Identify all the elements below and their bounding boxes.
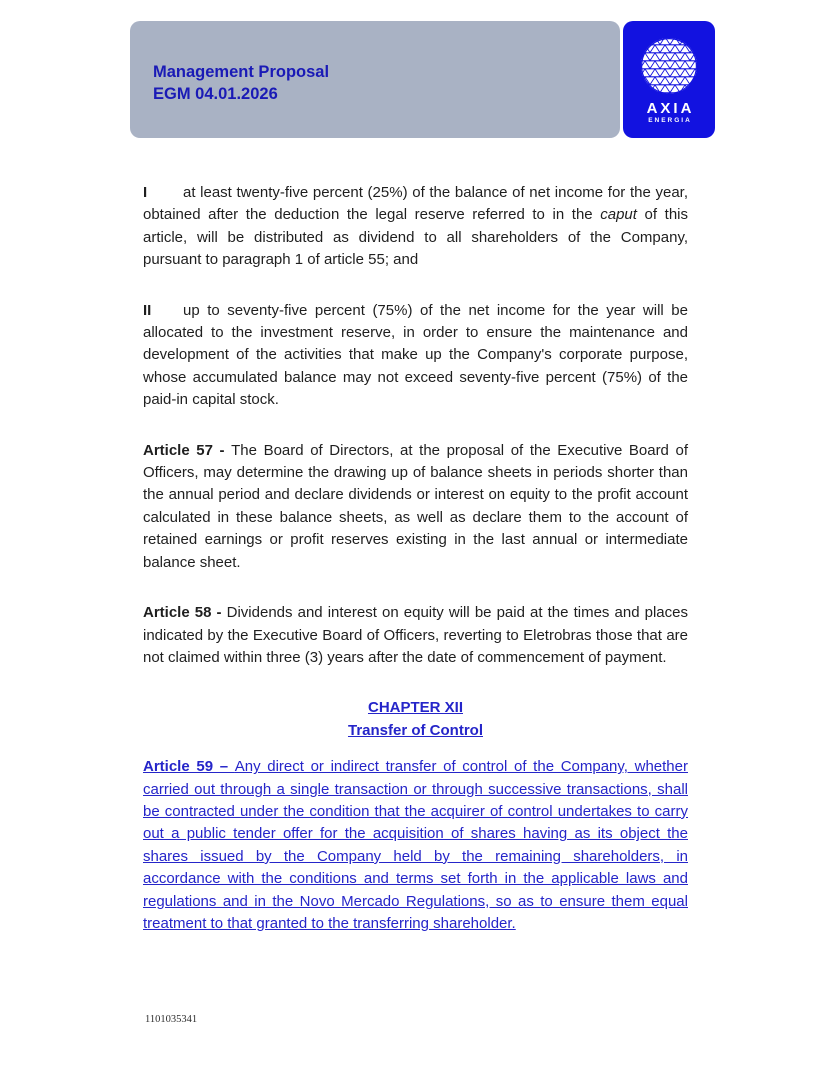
logo-subtitle-text: ENERGIA <box>648 117 692 124</box>
clause-i-paragraph <box>143 182 688 272</box>
article-58-paragraph <box>143 602 688 669</box>
article-57-paragraph <box>143 440 688 574</box>
clause-ii-marker: II <box>143 301 152 319</box>
article-58-text: Dividends and interest on equity will be paid at the times and places indicated by the Executive Board of Officers, reverting to Eletrobras those that are not claimed within three (3) years after the date of commencement of payment. <box>143 604 688 666</box>
company-logo <box>623 21 715 138</box>
chapter-heading <box>143 697 688 742</box>
clause-i-text-after: of this article, will be distributed as dividend to all shareholders of the Company, pursuant to paragraph 1 of article 55; and <box>143 206 689 269</box>
document-title-line1: Management Proposal <box>153 63 330 81</box>
document-title <box>153 61 620 105</box>
document-body <box>143 182 688 963</box>
clause-i-marker: I <box>143 184 148 201</box>
header-banner <box>130 21 620 138</box>
clause-i-text: at least twenty-five percent (25%) of the balance of net income for the year, obtained after the deduction the legal reserve referred to in the <box>143 184 688 224</box>
article-59-text: Any direct or indirect transfer of control of the Company, whether carried out through a single transaction or through successive transactions, shall be contracted under the condition that the acquirer of control undertakes to carry out a public tender offer for the acquisition of shares having as its object the shares issued by the Company held by the remaining shareholders, in accordance with the conditions and terms set forth in the applicable laws and regulations and in the Novo Mercado Regulations, so as to ensure them equal treatment to that granted to the transferring shareholder. <box>143 758 688 932</box>
article-59-label: Article 59 – <box>143 758 235 776</box>
globe-icon <box>640 37 698 95</box>
header <box>130 21 715 138</box>
article-59-paragraph <box>143 756 688 935</box>
document-title-line2: EGM 04.01.2026 <box>153 85 278 103</box>
article-57-text: The Board of Directors, at the proposal of the Executive Board of Officers, may determine the drawing up of balance sheets in periods shorter than the annual period and declare dividends or interest on equity to the profit account calculated in these balance sheets, as well as declare them to the account of retained earnings or profit reserves existing in the last annual or intermediate balance sheet. <box>143 441 689 571</box>
caput-italic-term: caput <box>600 206 637 224</box>
clause-ii-text: up to seventy-five percent (75%) of the net income for the year will be allocated to the investment reserve, in order to ensure the maintenance and development of the activities that make up the Company's corporate purpose, whose accumulated balance may not exceed seventy-five percent (75%) of the paid-in capital stock. <box>143 301 688 409</box>
logo-brand-text: AXIA <box>646 100 695 117</box>
clause-ii-paragraph <box>143 300 688 412</box>
article-58-label: Article 58 - <box>143 604 227 622</box>
footer-document-number: 1101035341 <box>145 1014 198 1025</box>
chapter-number: CHAPTER XII <box>367 699 463 717</box>
chapter-title: Transfer of Control <box>347 721 483 739</box>
article-57-label: Article 57 - <box>143 441 232 459</box>
